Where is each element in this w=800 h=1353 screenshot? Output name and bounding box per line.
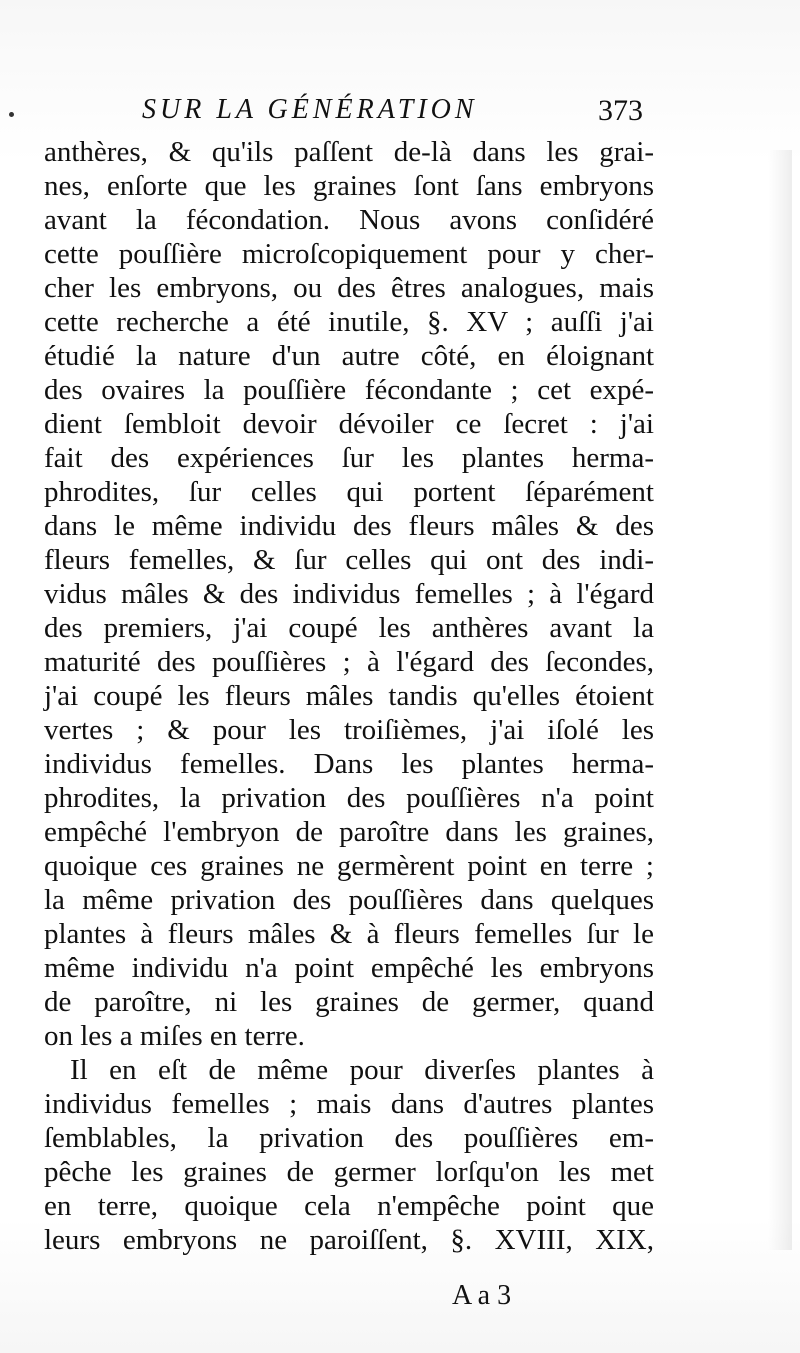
text-line: cher les embryons, ou des êtres analogues, mais [44,272,654,304]
text-line: empêché l'embryon de paroître dans les graines, [44,816,654,848]
text-line: ſemblables, la privation des pouſſières em- [44,1122,654,1154]
text-line: avant la fécondation. Nous avons conſidéré [44,204,654,236]
text-line: dient ſembloit devoir dévoiler ce ſecret : j'ai [44,408,654,440]
text-line: fait des expériences ſur les plantes herma- [44,442,654,474]
text-line: cette pouſſière microſcopiquement pour y cher- [44,238,654,270]
text-line: fleurs femelles, & ſur celles qui ont des indi- [44,544,654,576]
text-line-paragraph-start: Il en eſt de même pour diverſes plantes à [70,1054,654,1086]
text-line: cette recherche a été inutile, §. XV ; auſſi j'ai [44,306,654,338]
text-line: même individu n'a point empêché les embryons [44,952,654,984]
text-line: maturité des pouſſières ; à l'égard des ſecondes, [44,646,654,678]
text-line: vidus mâles & des individus femelles ; à l'égard [44,578,654,610]
text-line: quoique ces graines ne germèrent point en terre ; [44,850,654,882]
text-line: la même privation des pouſſières dans quelques [44,884,654,916]
text-line: de paroître, ni les graines de germer, quand [44,986,654,1018]
text-line: des ovaires la pouſſière fécondante ; cet expé- [44,374,654,406]
page-number: 373 [598,94,643,127]
text-line: pêche les graines de germer lorſqu'on les met [44,1156,654,1188]
running-title: SUR LA GÉNÉRATION [142,94,478,125]
text-line: des premiers, j'ai coupé les anthères avant la [44,612,654,644]
text-line: leurs embryons ne paroiſſent, §. XVIII, XIX, [44,1224,654,1256]
text-line: dans le même individu des fleurs mâles & des [44,510,654,542]
signature-mark: A a 3 [452,1280,512,1311]
show-through-shadow [768,150,792,1250]
text-line-paragraph-end: on les a miſes en terre. [44,1020,305,1052]
text-line: individus femelles ; mais dans d'autres plantes [44,1088,654,1120]
text-line: étudié la nature d'un autre côté, en éloignant [44,340,654,372]
text-line: anthères, & qu'ils paſſent de-là dans les grai- [44,136,654,168]
text-line: vertes ; & pour les troiſièmes, j'ai iſolé les [44,714,654,746]
text-line: individus femelles. Dans les plantes herma- [44,748,654,780]
text-line: en terre, quoique cela n'empêche point que [44,1190,654,1222]
text-line: phrodites, ſur celles qui portent ſéparément [44,476,654,508]
text-line: plantes à fleurs mâles & à fleurs femelles ſur le [44,918,654,950]
text-line: j'ai coupé les fleurs mâles tandis qu'elles étoient [44,680,654,712]
body-text [44,135,664,1257]
text-line: phrodites, la privation des pouſſières n'a point [44,782,654,814]
running-head [0,86,800,134]
text-line: nes, enſorte que les graines ſont ſans embryons [44,170,654,202]
